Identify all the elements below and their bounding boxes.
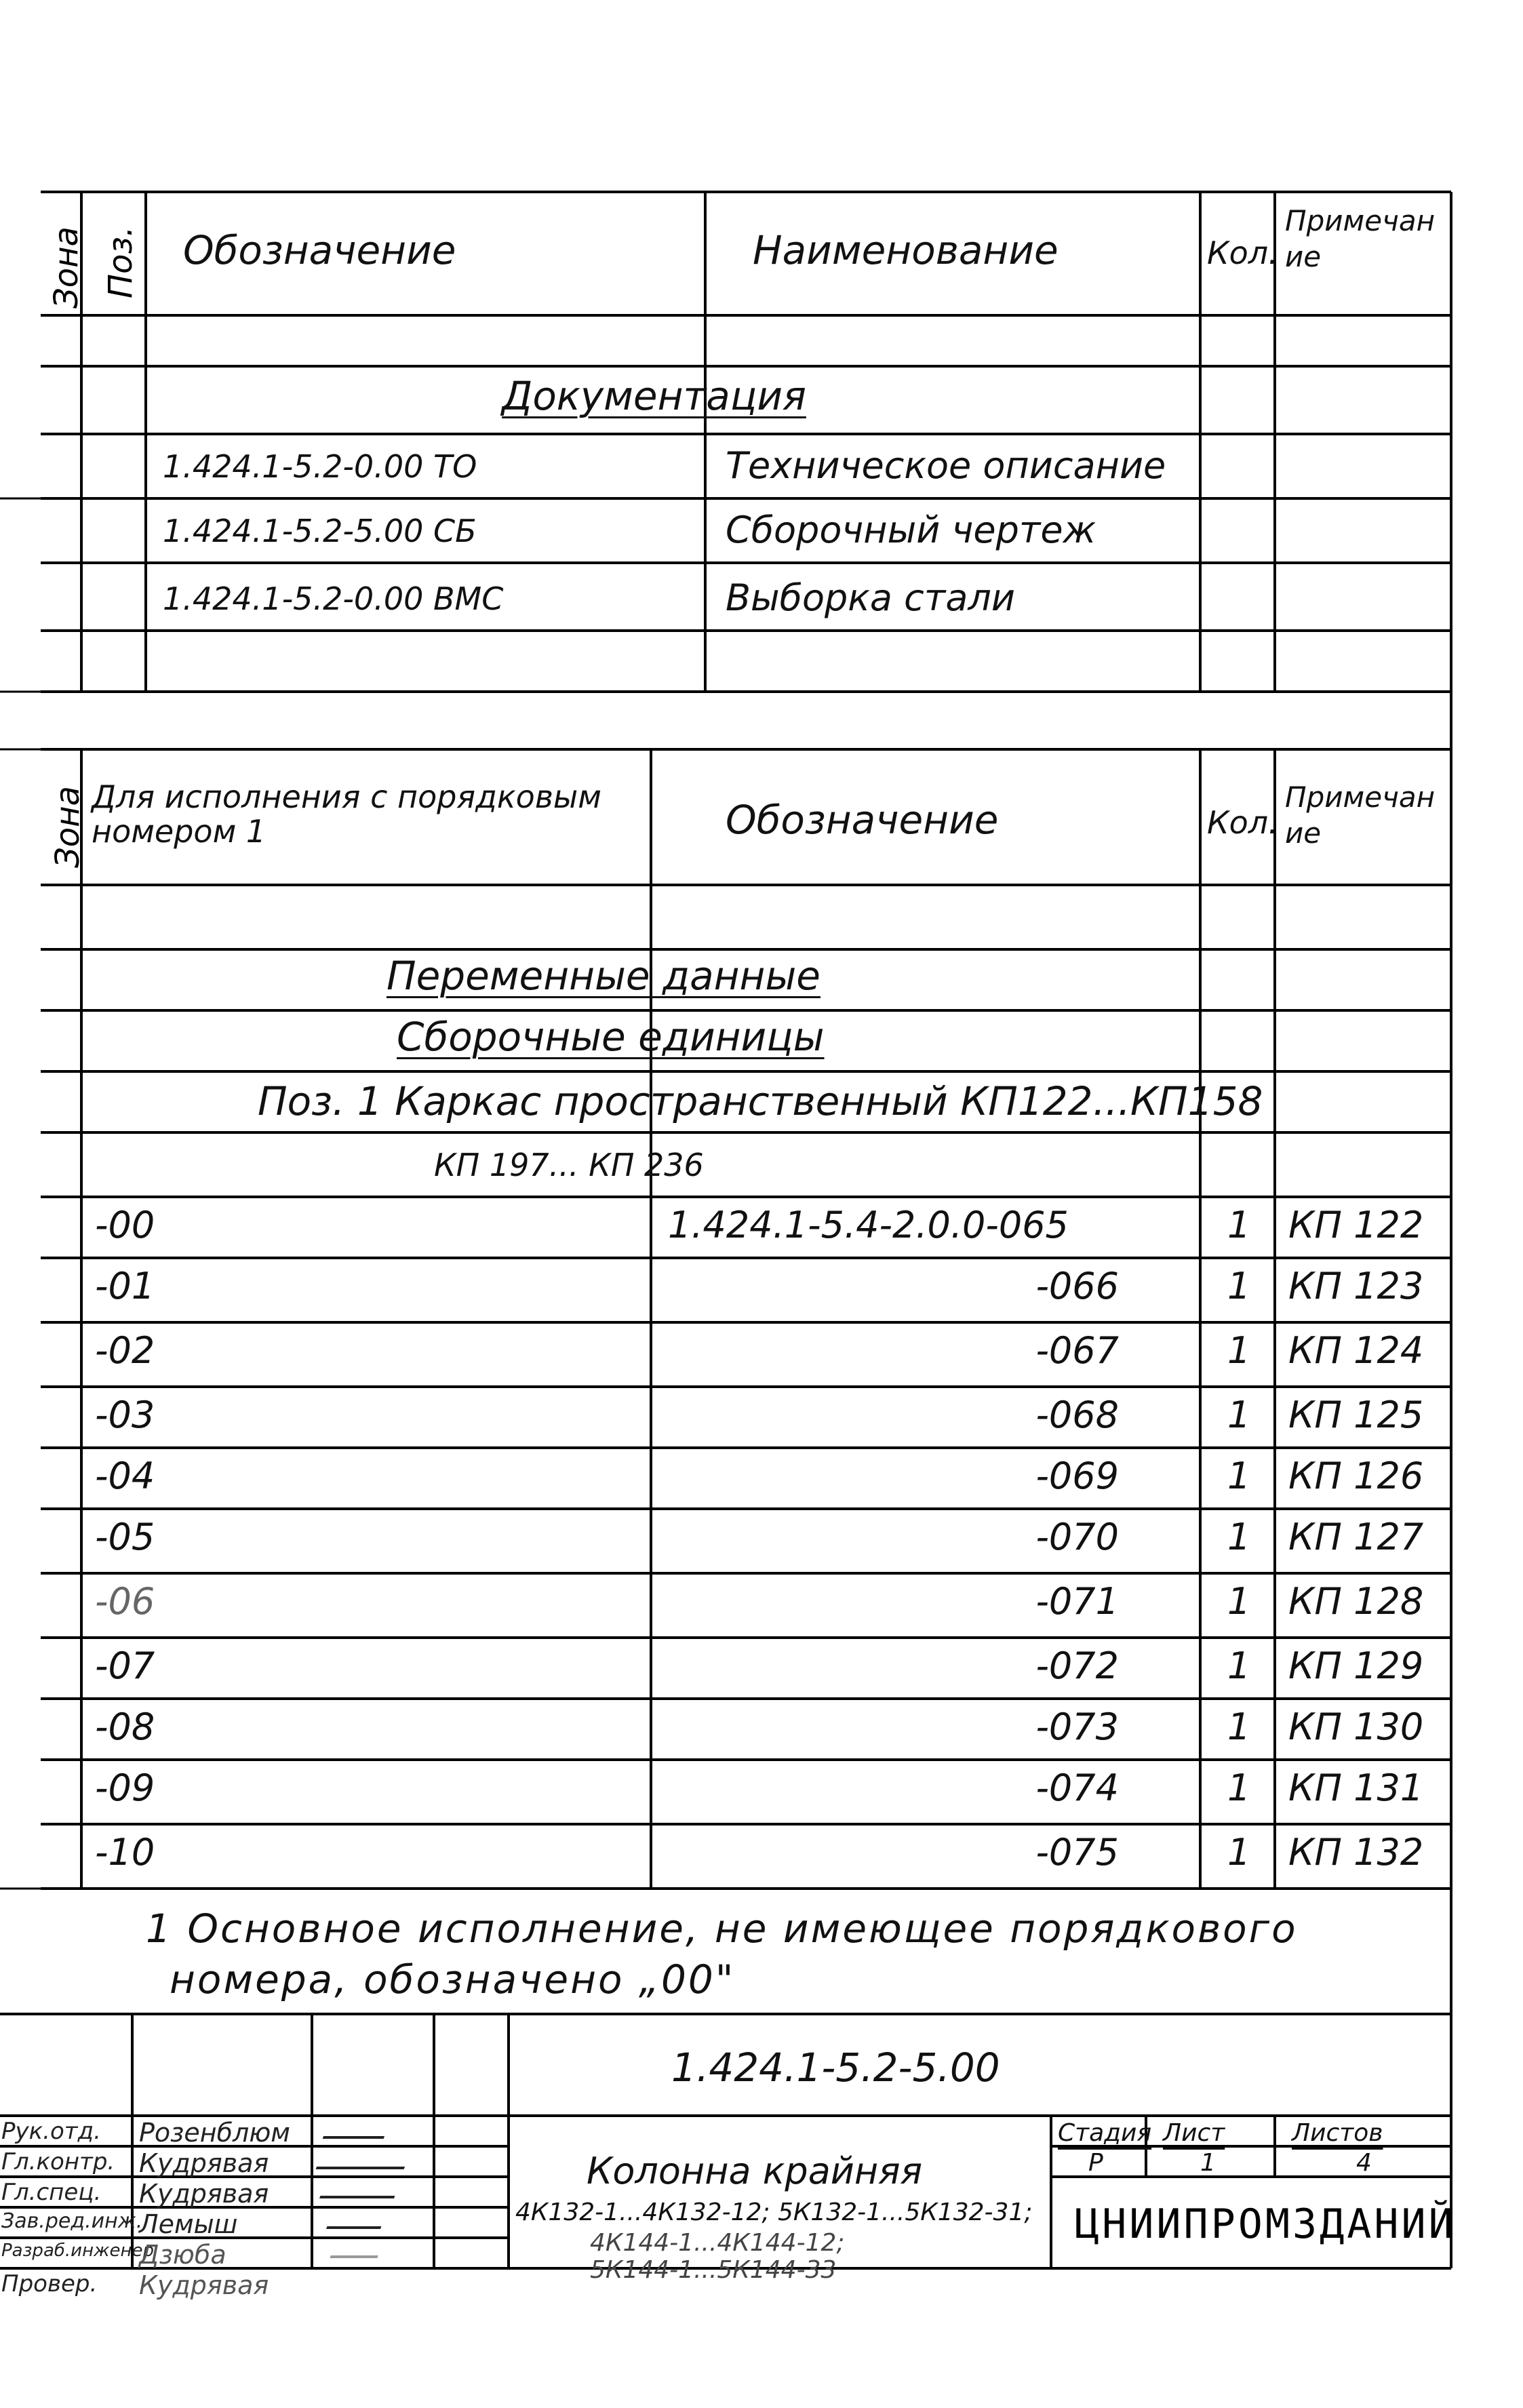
document-code: 1.424.1-5.2-5.00	[671, 2045, 1000, 2091]
variant-cell: -05	[95, 1516, 155, 1558]
person-name: Розенблюм	[139, 2118, 290, 2148]
qty-cell: 1	[1227, 1831, 1251, 1874]
signature	[326, 2214, 386, 2229]
quantity-header: Кол.	[1207, 235, 1278, 271]
note-cell: КП 132	[1288, 1831, 1424, 1874]
designation-cell: -074	[1035, 1766, 1119, 1809]
note-cell: КП 127	[1288, 1516, 1424, 1558]
variant-cell: -04	[95, 1455, 155, 1497]
person-name: Кудрявая	[139, 2270, 269, 2300]
qty-cell: 1	[1227, 1455, 1251, 1497]
designation-cell: -070	[1035, 1516, 1119, 1558]
sheets-label: Листов	[1292, 2119, 1383, 2147]
product-marks-line-3: 5К144-1...5К144-33	[590, 2256, 837, 2284]
qty-cell: 1	[1227, 1329, 1251, 1372]
zone-header: Зона	[49, 786, 87, 868]
footnote-line-2: номера, обозначено „00"	[170, 1956, 736, 2002]
person-name: Лемыш	[139, 2209, 238, 2239]
product-title: Колонна крайняя	[587, 2150, 923, 2192]
designation-cell: -072	[1035, 1644, 1119, 1687]
qty-cell: 1	[1227, 1580, 1251, 1623]
role-label: Зав.ред.инж.	[1, 2209, 143, 2233]
qty-cell: 1	[1227, 1766, 1251, 1809]
section-title-assembly-units: Сборочные единицы	[397, 1014, 825, 1060]
sheet-value: 1	[1200, 2149, 1216, 2177]
note-cell: КП 128	[1288, 1580, 1424, 1623]
section-title-documentation: Документация	[502, 373, 806, 419]
variant-cell: -10	[95, 1831, 155, 1874]
signature	[323, 2123, 390, 2139]
item-description: Поз. 1 Каркас пространственный КП122...КП158	[258, 1078, 1263, 1124]
name-header: Наименование	[753, 227, 1059, 273]
person-name: Кудрявая	[139, 2179, 269, 2209]
section-title-variable-data: Переменные данные	[387, 953, 820, 999]
designation-cell: -068	[1035, 1394, 1119, 1436]
doc-row-name: Техническое описание	[726, 444, 1166, 487]
note-cell: КП 125	[1288, 1394, 1424, 1436]
qty-cell: 1	[1227, 1516, 1251, 1558]
quantity-header: Кол.	[1207, 804, 1278, 841]
doc-row-designation: 1.424.1-5.2-5.00 СБ	[163, 513, 477, 549]
doc-row-name: Выборка стали	[726, 576, 1016, 619]
doc-row-designation: 1.424.1-5.2-0.00 ВМС	[163, 580, 504, 617]
qty-cell: 1	[1227, 1265, 1251, 1307]
designation-cell: 1.424.1-5.4-2.0.0-065	[668, 1204, 1069, 1246]
variant-cell: -09	[95, 1766, 155, 1809]
product-marks-line-2: 4К144-1...4К144-12;	[590, 2229, 845, 2257]
variant-cell: -01	[95, 1265, 155, 1307]
position-header: Поз.	[102, 226, 140, 298]
doc-row-designation: 1.424.1-5.2-0.00 ТО	[163, 448, 477, 485]
variant-header: Для исполнения с порядковым номером 1	[92, 778, 601, 850]
signature	[330, 2245, 382, 2258]
person-name: Дзюба	[139, 2240, 226, 2270]
sheet-label: Лист	[1163, 2119, 1225, 2147]
role-label: Разраб.инженер	[1, 2241, 154, 2261]
designation-cell: -069	[1035, 1455, 1119, 1497]
variant-cell: -08	[95, 1705, 155, 1748]
item-description-continued: КП 197... КП 236	[434, 1147, 704, 1183]
note-cell: КП 129	[1288, 1644, 1424, 1687]
signature	[316, 2153, 410, 2169]
role-label: Провер.	[1, 2270, 98, 2297]
product-marks-line-1: 4К132-1...4К132-12; 5К132-1...5К132-31;	[515, 2198, 1033, 2226]
role-label: Рук.отд.	[1, 2118, 101, 2145]
note-header: Примечание	[1285, 781, 1436, 850]
designation-cell: -067	[1035, 1329, 1119, 1372]
stage-value: Р	[1088, 2149, 1103, 2177]
person-name: Кудрявая	[139, 2148, 269, 2178]
note-cell: КП 130	[1288, 1705, 1424, 1748]
note-cell: КП 124	[1288, 1329, 1424, 1372]
designation-cell: -075	[1035, 1831, 1119, 1874]
organization-name: ЦНИИПРОМЗДАНИЙ	[1075, 2200, 1456, 2248]
qty-cell: 1	[1227, 1394, 1251, 1436]
designation-cell: -066	[1035, 1265, 1119, 1307]
variant-cell: -07	[95, 1644, 155, 1687]
doc-row-name: Сборочный чертеж	[726, 509, 1096, 551]
qty-cell: 1	[1227, 1644, 1251, 1687]
qty-cell: 1	[1227, 1204, 1251, 1246]
note-cell: КП 123	[1288, 1265, 1424, 1307]
note-cell: КП 122	[1288, 1204, 1424, 1246]
note-cell: КП 131	[1288, 1766, 1424, 1809]
note-header: Примечание	[1285, 204, 1436, 273]
designation-cell: -071	[1035, 1580, 1119, 1623]
variant-cell: -03	[95, 1394, 155, 1436]
designation-header: Обозначение	[726, 797, 999, 843]
variant-cell: -02	[95, 1329, 155, 1372]
signature	[319, 2184, 399, 2198]
variant-cell: -06	[95, 1580, 155, 1623]
footnote-line-1: 1 Основное исполнение, не имеющее порядкового	[146, 1906, 1298, 1952]
sheets-value: 4	[1356, 2149, 1372, 2177]
qty-cell: 1	[1227, 1705, 1251, 1748]
designation-header: Обозначение	[183, 227, 456, 273]
note-cell: КП 126	[1288, 1455, 1424, 1497]
variant-cell: -00	[95, 1204, 155, 1246]
stage-label: Стадия	[1058, 2119, 1152, 2147]
zone-header: Зона	[47, 226, 85, 309]
role-label: Гл.контр.	[1, 2148, 115, 2175]
designation-cell: -073	[1035, 1705, 1119, 1748]
role-label: Гл.спец.	[1, 2179, 102, 2206]
